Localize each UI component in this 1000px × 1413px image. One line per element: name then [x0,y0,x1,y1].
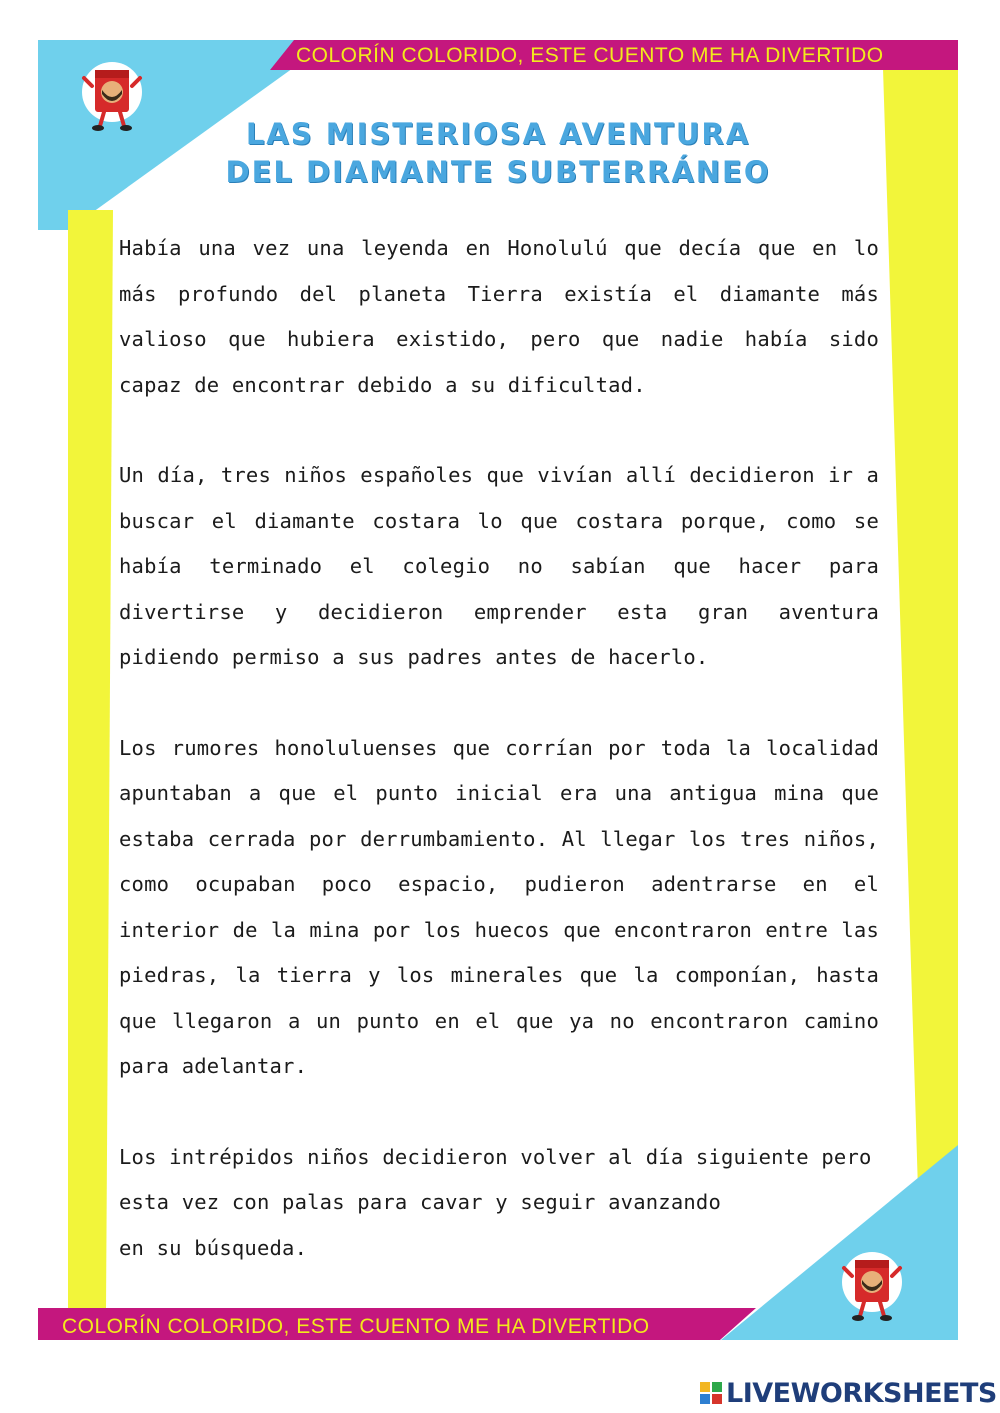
left-yellow-strip [68,210,113,1310]
worksheet-page [38,40,958,1340]
story-paragraph: Los intrépidos niños decidieron volver al día siguiente pero esta vez con palas para cavar y seguir avanzando [119,1144,872,1214]
liveworksheets-badge-icon [700,1382,722,1404]
story-body [119,226,879,1271]
right-yellow-strip [883,68,958,1190]
story-paragraph: Había una vez una leyenda en Honolulú que decía que en lo más profundo del planeta Tierra existía el diamante más valioso que hubiera existido, pero que nadie había sido capaz de encontrar debido a su dificultad. [119,236,879,397]
liveworksheets-logo-text: LIVEWORKSHEETS [726,1377,997,1409]
top-banner-text: COLORÍN COLORIDO, ESTE CUENTO ME HA DIVERTIDO [296,44,884,67]
story-paragraph: Los rumores honoluluenses que corrían por toda la localidad apuntaban a que el punto inicial era una antigua mina que estaba cerrada por derrumbamiento. Al llegar los tres niños, como ocupaban poco espacio, pudieron adentrarse en el interior de la mina por los huecos que encontraron entre las piedras, la tierra y los minerales que la componían, hasta que llegaron a un punto en el que ya no encontraron camino para adelantar. [119,735,879,1078]
story-title-line-1: LAS MISTERIOSA AVENTURA [245,117,751,151]
bottom-banner-text: COLORÍN COLORIDO, ESTE CUENTO ME HA DIVERTIDO [62,1315,650,1338]
story-paragraph: en su búsqueda. [119,1235,308,1260]
story-paragraph: Un día, tres niños españoles que vivían allí decidieron ir a buscar el diamante costara lo que costara porque, como se había terminado el colegio no sabían que hacer para divertirse y decidieron emprender esta gran aventura pidiendo permiso a sus padres antes de hacerlo. [119,463,879,669]
story-title-line-2: DEL DIAMANTE SUBTERRÁNEO [225,155,771,189]
liveworksheets-logo[interactable] [700,1378,997,1408]
